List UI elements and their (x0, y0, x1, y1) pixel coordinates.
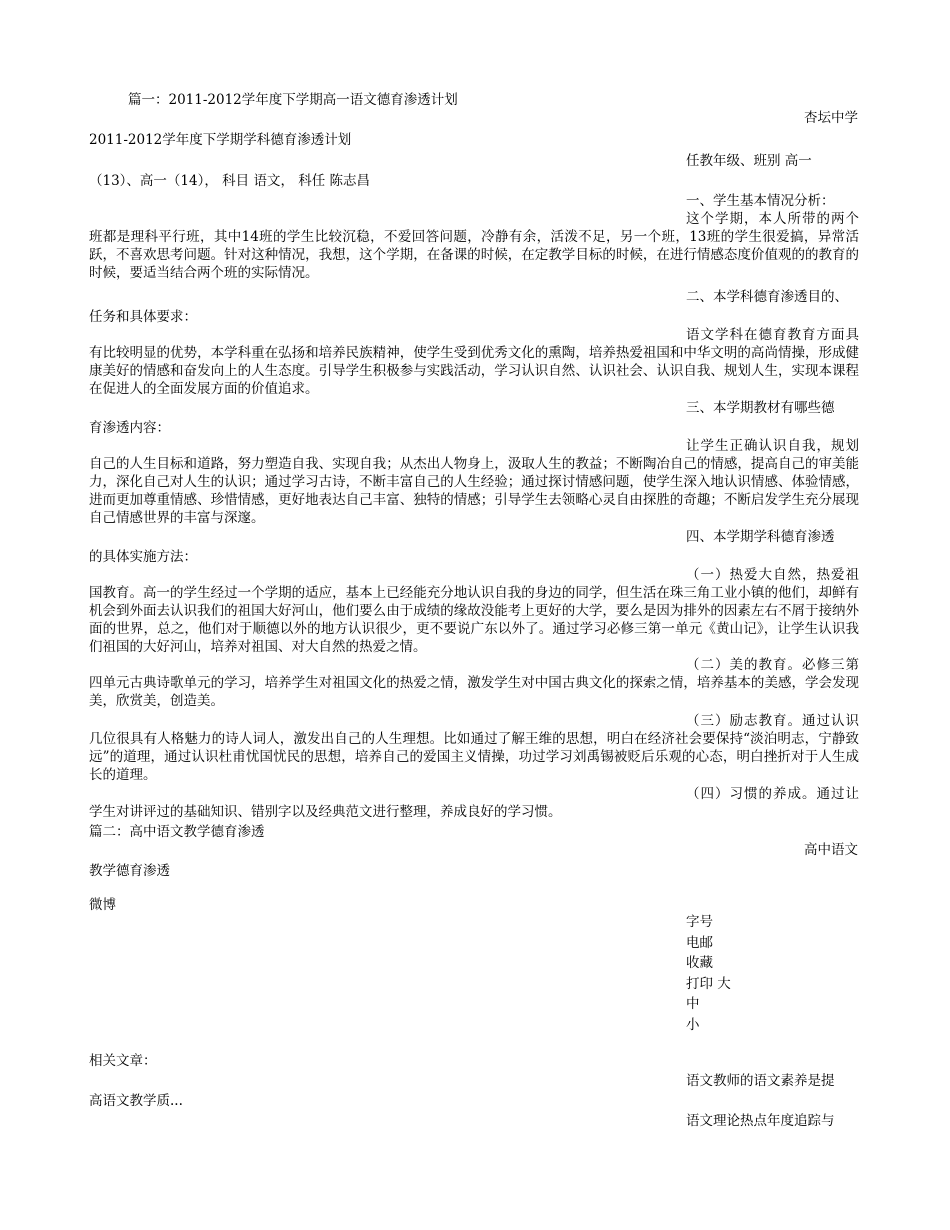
section3-heading-b: 育渗透内容： (89, 420, 170, 436)
email-link[interactable]: 电邮 (686, 935, 713, 951)
related-article-1-a[interactable]: 语文教师的语文素养是提 (686, 1073, 835, 1089)
related-article-2-a[interactable]: 语文理论热点年度追踪与 (686, 1113, 835, 1129)
section4-heading-a: 四、本学期学科德育渗透 (686, 529, 835, 545)
section1-heading: 一、学生基本情况分析： (686, 193, 835, 209)
favorite-link[interactable]: 收藏 (686, 955, 713, 971)
method-paragraph-2: （二）美的教育。必修三第四单元古典诗歌单元的学习，培养学生对祖国文化的热爱之情，激发学生对中国古典文化的探索之情，培养基本的美感，学会发现美，欣赏美，创造美。 (89, 657, 859, 709)
print-large-link[interactable]: 打印 大 (686, 976, 731, 992)
article1-title: 篇一：2011-2012学年度下学期高一语文德育渗透计划 (128, 92, 458, 108)
section2-heading-a: 二、本学科德育渗透目的、 (686, 289, 848, 305)
article2-subtitle-b: 教学德育渗透 (89, 863, 170, 879)
school-name: 杏坛中学 (804, 110, 858, 126)
grade-line-b: （13）、高一（14）， 科目 语文， 科任 陈志昌 (89, 173, 371, 189)
grade-line-a: 任教年级、班别 高一 (686, 153, 812, 169)
font-medium-link[interactable]: 中 (686, 996, 700, 1012)
method-paragraph-3: （三）励志教育。通过认识几位很具有人格魅力的诗人词人，激发出自己的人生理想。比如通过了解王维的思想，明白在经济社会要保持“淡泊明志，宁静致远”的道理，通过认识杜甫忧国忧民的思想，培养自己的爱国主义情操，功过学习刘禹锡被贬后乐观的心态，明白挫折对于人生成长的道理。 (89, 713, 859, 783)
font-small-link[interactable]: 小 (686, 1017, 700, 1033)
section4-heading-b: 的具体实施方法： (89, 549, 197, 565)
section3-paragraph: 让学生正确认识自我，规划自己的人生目标和道路，努力塑造自我、实现自我；从杰出人物身上，汲取人生的教益；不断陶冶自己的情感，提高自己的审美能力，深化自己对人生的认识；通过学习古诗，不断丰富自己的人生经验；通过探讨情感问题，使学生深入地认识情感、体验情感，进而更加尊重情感、珍惜情感，更好地表达自己丰富、独特的情感；引导学生去领略心灵自由探胜的奇趣；不断启发学生充分展现自己情感世界的丰富与深邃。 (89, 438, 859, 526)
section1-paragraph: 这个学期，本人所带的两个班都是理科平行班，其中14班的学生比较沉稳，不爱回答问题，冷静有余，活泼不足，另一个班，13班的学生很爱搞，异常活跃，不喜欢思考问题。针对这种情况，我想，这个学期，在备课的时候，在定教学目标的时候，在进行情感态度价值观的的教育的时候，要适当结合两个班的实际情况。 (89, 211, 859, 281)
related-articles-label: 相关文章： (89, 1053, 157, 1069)
weibo-link[interactable]: 微博 (89, 897, 116, 913)
article2-title: 篇二：高中语文教学德育渗透 (89, 824, 265, 840)
method-paragraph-4: （四）习惯的养成。通过让学生对讲评过的基础知识、错别字以及经典范文进行整理，养成良好的学习惯。 (89, 786, 859, 820)
section2-heading-b: 任务和具体要求： (89, 309, 197, 325)
section3-heading-a: 三、本学期教材有哪些德 (686, 400, 835, 416)
section2-paragraph: 语文学科在德育教育方面具有比较明显的优势，本学科重在弘扬和培养民族精神，使学生受到优秀文化的熏陶，培养热爱祖国和中华文明的高尚情操，形成健康美好的情感和奋发向上的人生态度。引导学生积极参与实践活动，学习认识自然、认识社会、认识自我、规划人生，实现本课程在促进人的全面发展方面的价值追求。 (89, 327, 859, 397)
method-paragraph-1: （一）热爱大自然，热爱祖国教育。高一的学生经过一个学期的适应，基本上已经能充分地认识自我的身边的同学，但生活在珠三角工业小镇的他们，却鲜有机会到外面去认识我们的祖国大好河山，他们要么由于成绩的缘故没能考上更好的大学，要么是因为排外的因素左右不屑于接纳外面的世界，总之，他们对于顺德以外的地方认识很少，更不要说广东以外了。通过学习必修三第一单元《黄山记》，让学生认识我们祖国的大好河山，培养对祖国、对大自然的热爱之情。 (89, 567, 859, 655)
plan-title: 2011-2012学年度下学期学科德育渗透计划 (89, 132, 352, 148)
related-article-1-b[interactable]: 高语文教学质... (89, 1093, 183, 1109)
article2-subtitle-a: 高中语文 (804, 842, 858, 858)
font-size-label: 字号 (686, 914, 713, 930)
